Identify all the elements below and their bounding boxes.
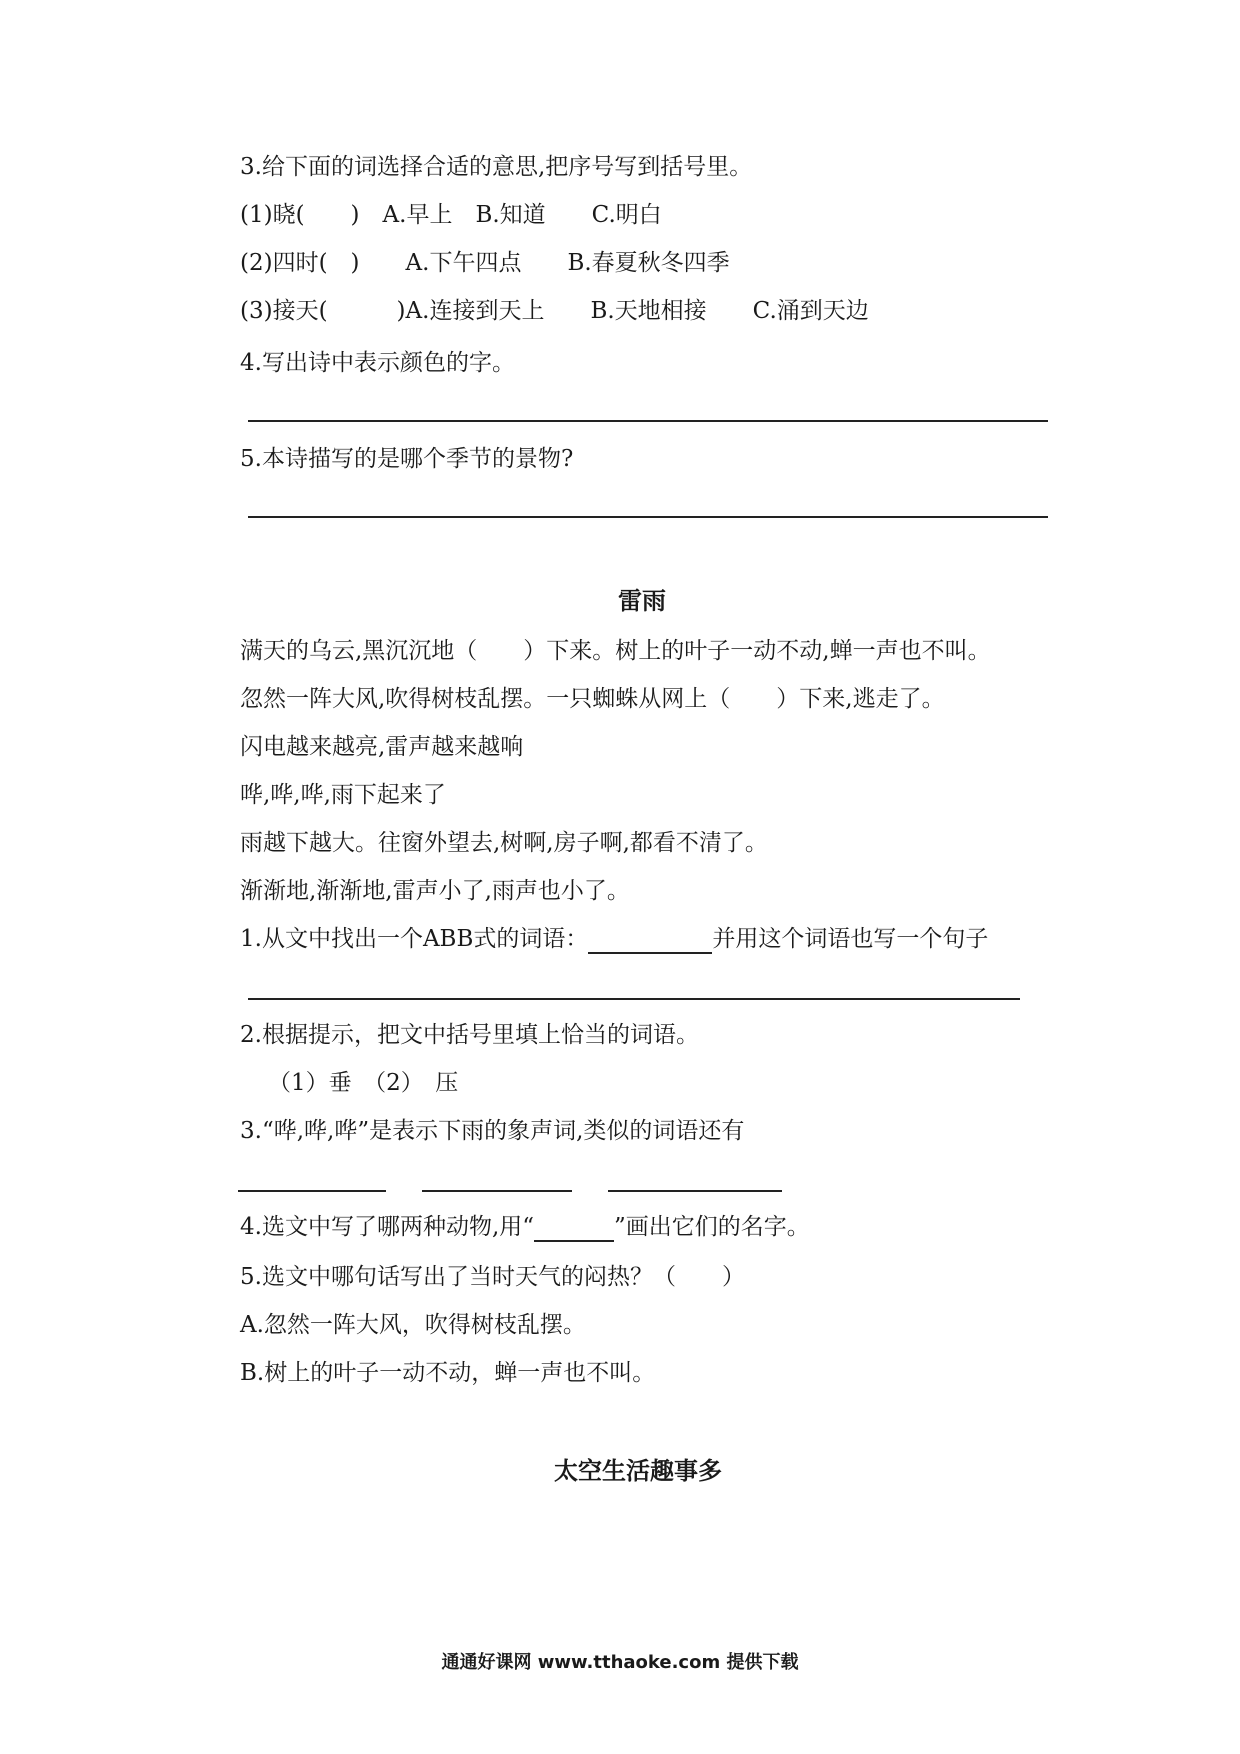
section-title-thunderstorm: 雷雨 <box>618 587 666 615</box>
footer-source: 通通好课网 www.tthaoke.com 提供下载 <box>441 1652 799 1673</box>
passage-line-5: 雨越下越大。往窗外望去,树啊,房子啊,都看不清了。 <box>240 830 768 856</box>
question-5: 5.本诗描写的是哪个季节的景物? <box>240 446 574 472</box>
answer-line-q5[interactable] <box>248 516 1048 518</box>
question-3: 3.给下面的词选择合适的意思,把序号写到括号里。 <box>240 154 753 180</box>
answer-line-onomatopoeia-3[interactable] <box>608 1190 782 1192</box>
question-fill-words: 2.根据提示，把文中括号里填上恰当的词语。 <box>240 1022 699 1048</box>
question-animals-suffix: ”画出它们的名字。 <box>614 1214 810 1240</box>
option-a[interactable]: A.忽然一阵大风，吹得树枝乱摆。 <box>240 1312 586 1338</box>
passage-line-4: 哗,哗,哗,雨下起来了 <box>240 782 446 808</box>
answer-line-q4[interactable] <box>248 420 1048 422</box>
question-sultry: 5.选文中哪句话写出了当时天气的闷热？（ ） <box>240 1264 745 1290</box>
passage-line-3: 闪电越来越亮,雷声越来越响 <box>240 734 524 760</box>
question-abb <box>240 924 988 954</box>
question-abb-suffix: 并用这个词语也写一个句子 <box>712 926 989 952</box>
question-animals-prefix: 4.选文中写了哪两种动物,用“ <box>240 1214 535 1240</box>
section-title-space-life: 太空生活趣事多 <box>554 1457 722 1485</box>
question-4: 4.写出诗中表示颜色的字。 <box>240 350 515 376</box>
question-onomatopoeia: 3.“哗,哗,哗”是表示下雨的象声词,类似的词语还有 <box>240 1118 745 1144</box>
question-animals <box>240 1212 810 1242</box>
answer-line-onomatopoeia-2[interactable] <box>422 1190 572 1192</box>
answer-line-onomatopoeia-1[interactable] <box>238 1190 386 1192</box>
answer-blank-abb[interactable] <box>588 928 712 954</box>
question-3-item-1: (1)晓( ) A.早上 B.知道 C.明白 <box>240 202 662 228</box>
underline-sample <box>534 1216 614 1242</box>
question-3-item-2: (2)四时( ) A.下午四点 B.春夏秋冬四季 <box>240 250 730 276</box>
option-b[interactable]: B.树上的叶子一动不动，蝉一声也不叫。 <box>240 1360 656 1386</box>
question-abb-prefix: 1.从文中找出一个ABB式的词语： <box>240 926 589 952</box>
passage-line-2: 忽然一阵大风,吹得树枝乱摆。一只蜘蛛从网上（ ）下来,逃走了。 <box>240 686 945 712</box>
answer-line-sentence[interactable] <box>248 998 1020 1000</box>
passage-line-6: 渐渐地,渐渐地,雷声小了,雨声也小了。 <box>240 878 630 904</box>
question-3-item-3: (3)接天( )A.连接到天上 B.天地相接 C.涌到天边 <box>240 298 869 324</box>
fill-words-hint: （1）垂 （2） 压 <box>268 1070 459 1096</box>
passage-line-1: 满天的乌云,黑沉沉地（ ）下来。树上的叶子一动不动,蝉一声也不叫。 <box>240 638 991 664</box>
